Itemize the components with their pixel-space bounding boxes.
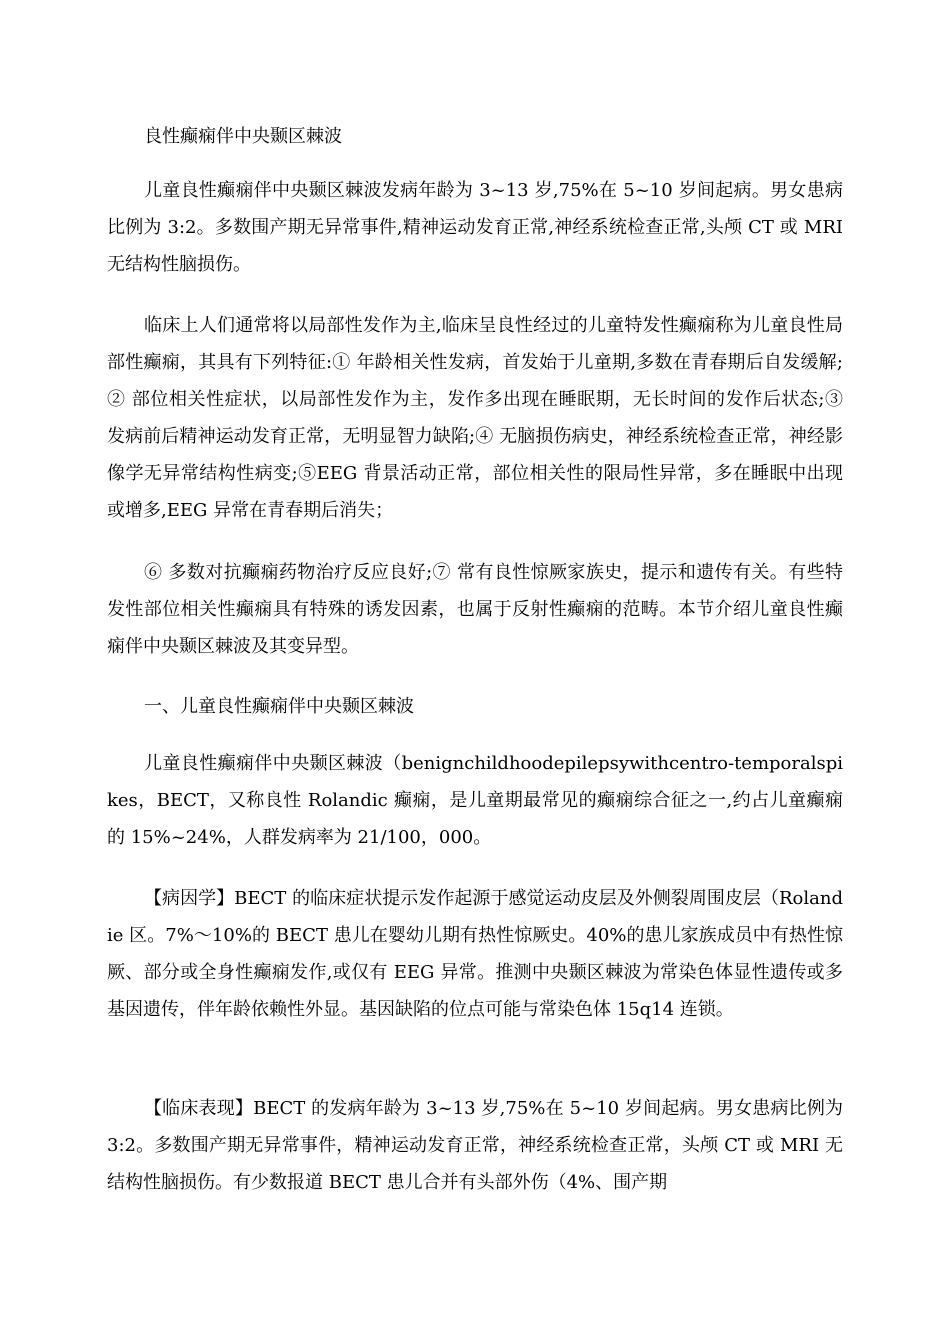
paragraph-clinical-presentation: 【临床表现】BECT 的发病年龄为 3~13 岁,75%在 5~10 岁间起病。男女患病比例为 3:2。多数围产期无异常事件，精神运动发育正常，神经系统检查正常，头颅 CT 或 MRI 无结构性脑损伤。有少数报道 BECT 患儿合并有头部外伤（4%、围产期 — [107, 1098, 843, 1193]
section-heading: 一、儿童良性癫痫伴中央颞区棘波 — [144, 696, 414, 717]
document-title: 良性癫痫伴中央颞区棘波 — [144, 126, 342, 147]
paragraph-features-continued: ⑥ 多数对抗癫痫药物治疗反应良好;⑦ 常有良性惊厥家族史，提示和遗传有关。有些特发性部位相关性癫痫具有特殊的诱发因素，也属于反射性癫痫的范畴。本节介绍儿童良性癫痫伴中央颞区棘波及其变异型。 — [107, 562, 843, 657]
paragraph-etiology: 【病因学】BECT 的临床症状提示发作起源于感觉运动皮层及外侧裂周围皮层（Rolandie 区。7%〜10%的 BECT 患儿在婴幼儿期有热性惊厥史。40%的患儿家族成员中有热性惊厥、部分或全身性癫痫发作,或仅有 EEG 异常。推测中央颞区棘波为常染色体显性遗传或多基因遗传，伴年龄依赖性外显。基因缺陷的位点可能与常染色体 15q14 连锁。 — [107, 888, 843, 1020]
paragraph-bect-definition: 儿童良性癫痫伴中央颞区棘波（benignchildhoodepilepsywithcentro-temporalspikes，BECT，又称良性 Rolandic 癫痫，是儿童期最常见的癫痫综合征之一,约占儿童癫痫的 15%~24%，人群发病率为 21/100，000。 — [107, 753, 843, 848]
paragraph-onset: 儿童良性癫痫伴中央颞区棘波发病年龄为 3~13 岁,75%在 5~10 岁间起病。男女患病比例为 3:2。多数围产期无异常事件,精神运动发育正常,神经系统检查正常,头颅 CT 或 MRI 无结构性脑损伤。 — [107, 180, 843, 275]
paragraph-features: 临床上人们通常将以局部性发作为主,临床呈良性经过的儿童特发性癫痫称为儿童良性局部性癫痫，其具有下列特征:① 年龄相关性发病，首发始于儿童期,多数在青春期后自发缓解;② 部位相关性症状，以局部性发作为主，发作多出现在睡眠期，无长时间的发作后状态;③ 发病前后精神运动发育正常，无明显智力缺陷;④ 无脑损伤病史，神经系统检查正常，神经影像学无异常结构性病变;⑤EEG 背景活动正常，部位相关性的限局性异常，多在睡眠中出现或增多,EEG 异常在青春期后消失； — [107, 315, 843, 521]
